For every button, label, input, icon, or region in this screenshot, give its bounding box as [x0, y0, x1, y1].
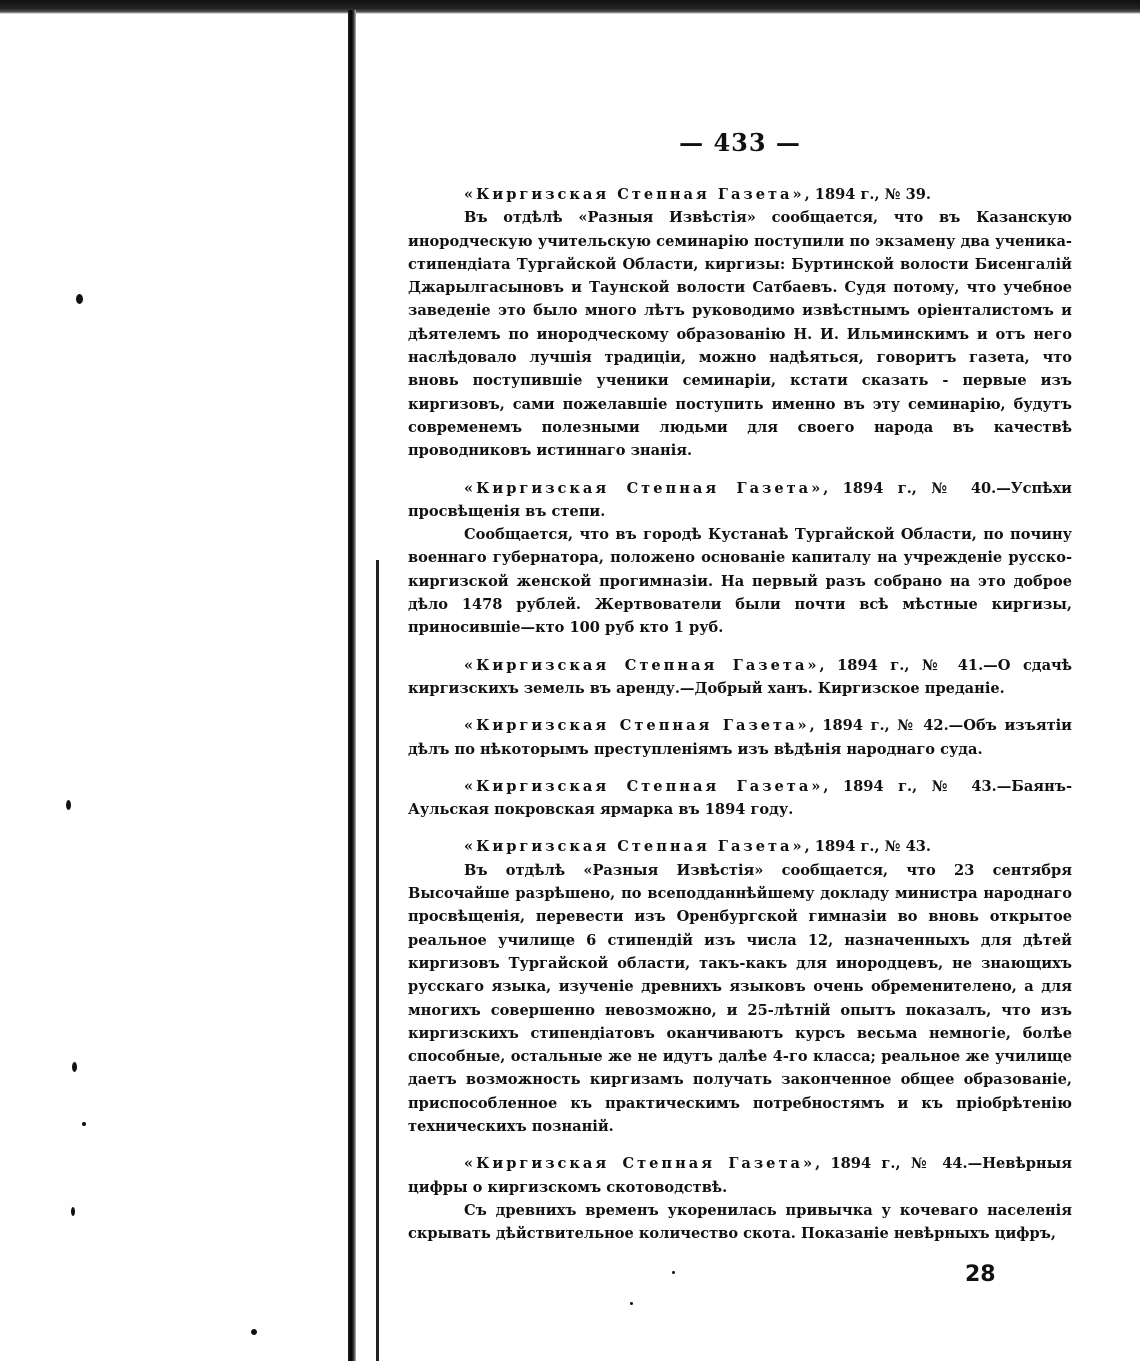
issue-info: , 1894 г., № 44.—Невѣрныя цифры о киргизскомъ скотоводствѣ. — [408, 1155, 1072, 1196]
specks — [72, 1062, 77, 1072]
entry-heading — [408, 477, 1072, 524]
specks — [66, 800, 71, 810]
page-number: — 433 — — [679, 128, 801, 157]
newspaper-title: «Киргизская Степная Газета» — [464, 1155, 816, 1173]
newspaper-title: «Киргизская Степная Газета» — [464, 838, 805, 856]
specks — [82, 1122, 86, 1126]
entry-paragraph: Въ отдѣлѣ «Разныя Извѣстія» сообщается, что въ Казанскую инородческую учительскую семинарію поступили по экзамену два ученика-стипендіата Тургайской Области, киргизы: Буртинской волости Бисенгалій Джарылгасыновъ и Таунской волости Сатбаевъ. Судя потому, что учебное заведеніе это было много лѣтъ руководимо извѣстнымъ оріенталистомъ и дѣятелемъ по инородческому образованію Н. И. Ильминскимъ и отъ него наслѣдовало лучшія традиціи, можно надѣяться, говоритъ газета, что вновь поступившіе ученики семинаріи, кстати сказать - первые изъ киргизовъ, сами пожелавшіе поступить именно въ эту семинарію, будутъ современемъ полезными людьми для своего народа въ качествѣ проводниковъ истиннаго знанія. — [408, 209, 1072, 460]
newspaper-title: «Киргизская Степная Газета» — [464, 186, 805, 203]
entry-heading — [408, 654, 1072, 701]
newspaper-entry — [408, 1152, 1072, 1245]
issue-info: , 1894 г., № 43.—Баянъ-Аульская покровская ярмарка въ 1894 году. — [408, 777, 1072, 819]
entries-list — [408, 183, 1072, 1245]
entry-paragraph: Съ древнихъ временъ укоренилась привычка у кочеваго населенія скрывать дѣйствительное количество скота. Показаніе невѣрныхъ цифръ, — [408, 1201, 1072, 1243]
issue-info: , 1894 г., № 41.—О сдачѣ киргизскихъ земель въ аренду.—Добрый ханъ. Киргизское преданіе. — [408, 656, 1073, 697]
issue-info: , 1894 г., № 40.—Успѣхи просвѣщенія въ степи. — [408, 479, 1073, 520]
book-gutter-inner — [376, 560, 379, 1361]
issue-info: , 1894 г., № 43. — [804, 838, 932, 856]
newspaper-title: «Киргизская Степная Газета» — [464, 717, 810, 735]
newspaper-entry — [408, 775, 1072, 822]
specks — [630, 1302, 633, 1305]
scan-top-edge — [0, 0, 1140, 14]
facing-blank-page — [0, 14, 348, 1361]
specks — [251, 1329, 257, 1335]
newspaper-title: «Киргизская Степная Газета» — [464, 479, 824, 497]
entry-paragraph: Въ отдѣлѣ «Разныя Извѣстія» сообщается, что 23 сентября Высочайше разрѣшено, по всеподданнѣйшему докладу министра народнаго просвѣщенія, перевести изъ Оренбургской гимназіи во вновь открытое реальное училище 6 стипендій изъ числа 12, назначенныхъ для дѣтей киргизовъ Тургайской области, такъ-какъ для инородцевъ, не знающихъ русскаго языка, изученіе древнихъ языковъ очень обременителено, а для многихъ совершенно невозможно, и 25-лѣтній опытъ показалъ, что изъ киргизскихъ стипендіатовъ оканчиваютъ курсъ весьма немногіе, болѣе способные, остальные же не идутъ далѣе 4-го класса; реальное же училище даетъ возможность киргизамъ получать законченное общее образованіе, приспособленное къ практическимъ потребностямъ и къ пріобрѣтенію техническихъ познаній. — [408, 861, 1072, 1135]
newspaper-title: «Киргизская Степная Газета» — [464, 656, 820, 674]
entry-heading — [408, 183, 1072, 206]
newspaper-entry — [408, 477, 1072, 640]
book-gutter — [348, 10, 356, 1361]
newspaper-entry — [408, 714, 1072, 761]
entry-heading — [408, 714, 1072, 761]
specks — [76, 294, 83, 304]
entry-heading — [408, 1152, 1072, 1199]
issue-info: , 1894 г., № 42.—Объ изъятіи дѣлъ по нѣкоторымъ преступленіямъ изъ вѣдѣнія народнаго суда. — [408, 717, 1073, 758]
printed-page — [408, 120, 1072, 1300]
entry-heading — [408, 835, 1072, 858]
newspaper-entry — [408, 835, 1072, 1138]
entry-heading — [408, 775, 1072, 822]
signature-mark: 28 — [965, 1262, 996, 1287]
specks — [71, 1207, 75, 1216]
newspaper-title: «Киргизская Степная Газета» — [464, 777, 824, 795]
newspaper-entry — [408, 183, 1072, 463]
entry-paragraph: Сообщается, что въ городѣ Кустанаѣ Тургайской Области, по почину военнаго губернатора, положено основаніе капиталу на учрежденіе русско-киргизской женской прогимназіи. На первый разъ собрано на это доброе дѣло 1478 рублей. Жертвователи были почти всѣ мѣстные киргизы, приносившіе—кто 100 руб кто 1 руб. — [408, 526, 1072, 637]
newspaper-entry — [408, 654, 1072, 701]
issue-info: , 1894 г., № 39. — [804, 186, 932, 203]
